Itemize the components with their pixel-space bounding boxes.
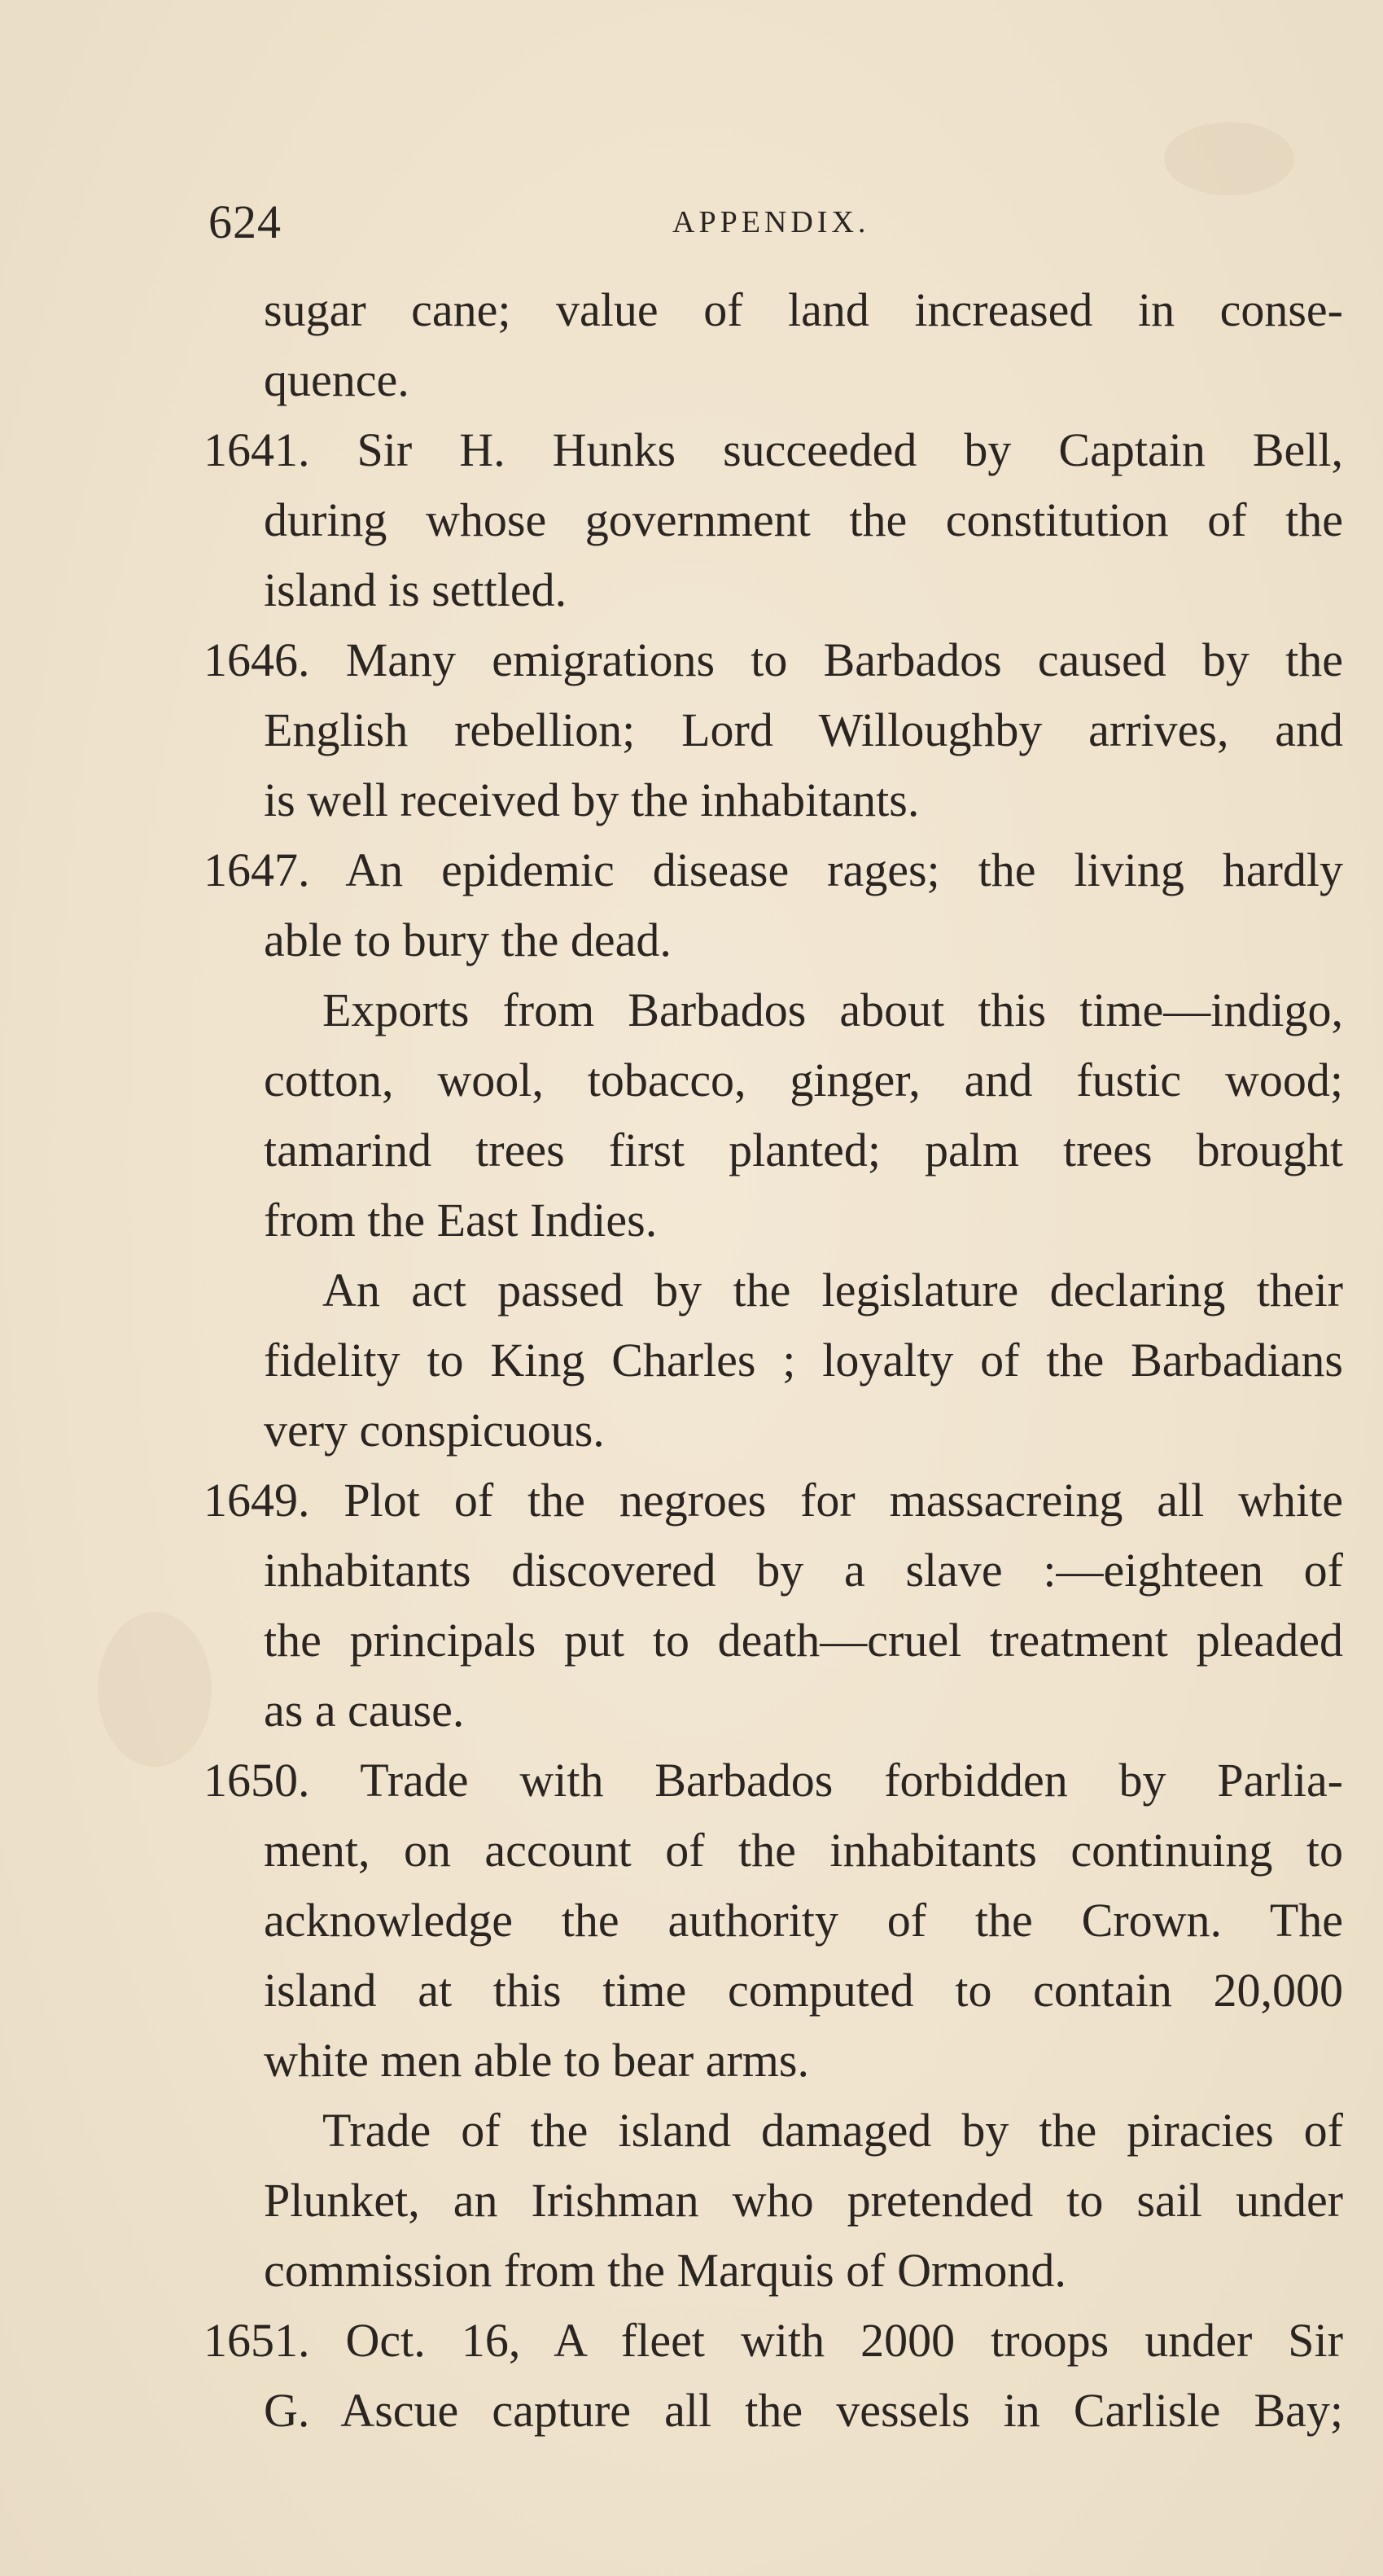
text-line: 1651. Oct. 16, A fleet with 2000 troops under Sir xyxy=(204,2314,1343,2367)
running-head: APPENDIX. xyxy=(672,205,870,239)
text-line: 1641. Sir H. Hunks succeeded by Captain Bell, xyxy=(204,423,1343,476)
text-line: tamarind trees first planted; palm trees brought xyxy=(264,1124,1343,1176)
text-line: Trade of the island damaged by the piracies of xyxy=(322,2104,1343,2157)
text-line: Exports from Barbados about this time—indigo, xyxy=(322,984,1343,1036)
text-line: 1649. Plot of the negroes for massacreing all white xyxy=(204,1474,1343,1527)
paper-stain xyxy=(98,1612,212,1767)
text-line: acknowledge the authority of the Crown. The xyxy=(264,1894,1343,1947)
text-line: fidelity to King Charles ; loyalty of the Barbadians xyxy=(264,1334,1343,1387)
text-line: Plunket, an Irishman who pretended to sail under xyxy=(264,2174,1343,2227)
text-line: 1647. An epidemic disease rages; the living hardly xyxy=(204,843,1343,896)
text-line: English rebellion; Lord Willoughby arrives, and xyxy=(264,703,1343,756)
text-line: cotton, wool, tobacco, ginger, and fustic wood; xyxy=(264,1054,1343,1106)
text-line: sugar cane; value of land increased in conse- xyxy=(264,283,1343,336)
paper-stain xyxy=(1164,122,1294,195)
text-line: An act passed by the legislature declaring their xyxy=(322,1264,1343,1316)
text-line: during whose government the constitution of the xyxy=(264,493,1343,546)
body-text xyxy=(204,275,1343,2446)
text-line: the principals put to death—cruel treatment pleaded xyxy=(264,1614,1343,1667)
text-line: commission from the Marquis of Ormond. xyxy=(264,2244,1066,2297)
text-line: 1646. Many emigrations to Barbados caused by the xyxy=(204,633,1343,686)
text-line: is well received by the inhabitants. xyxy=(264,773,920,826)
text-line: as a cause. xyxy=(264,1684,465,1737)
text-line: 1650. Trade with Barbados forbidden by Parlia- xyxy=(204,1754,1343,1807)
text-line: quence. xyxy=(264,353,409,406)
page-header xyxy=(208,186,1340,259)
text-line: island is settled. xyxy=(264,563,567,616)
text-line: very conspicuous. xyxy=(264,1404,605,1457)
text-line: able to bury the dead. xyxy=(264,913,672,966)
text-line: from the East Indies. xyxy=(264,1194,658,1246)
text-line: white men able to bear arms. xyxy=(264,2034,809,2087)
page-number: 624 xyxy=(208,195,282,248)
text-line: island at this time computed to contain 20,000 xyxy=(264,1964,1343,2017)
text-line: ment, on account of the inhabitants continuing to xyxy=(264,1824,1343,1877)
text-line: inhabitants discovered by a slave :—eighteen of xyxy=(264,1544,1343,1597)
text-line: G. Ascue capture all the vessels in Carlisle Bay; xyxy=(264,2384,1343,2437)
